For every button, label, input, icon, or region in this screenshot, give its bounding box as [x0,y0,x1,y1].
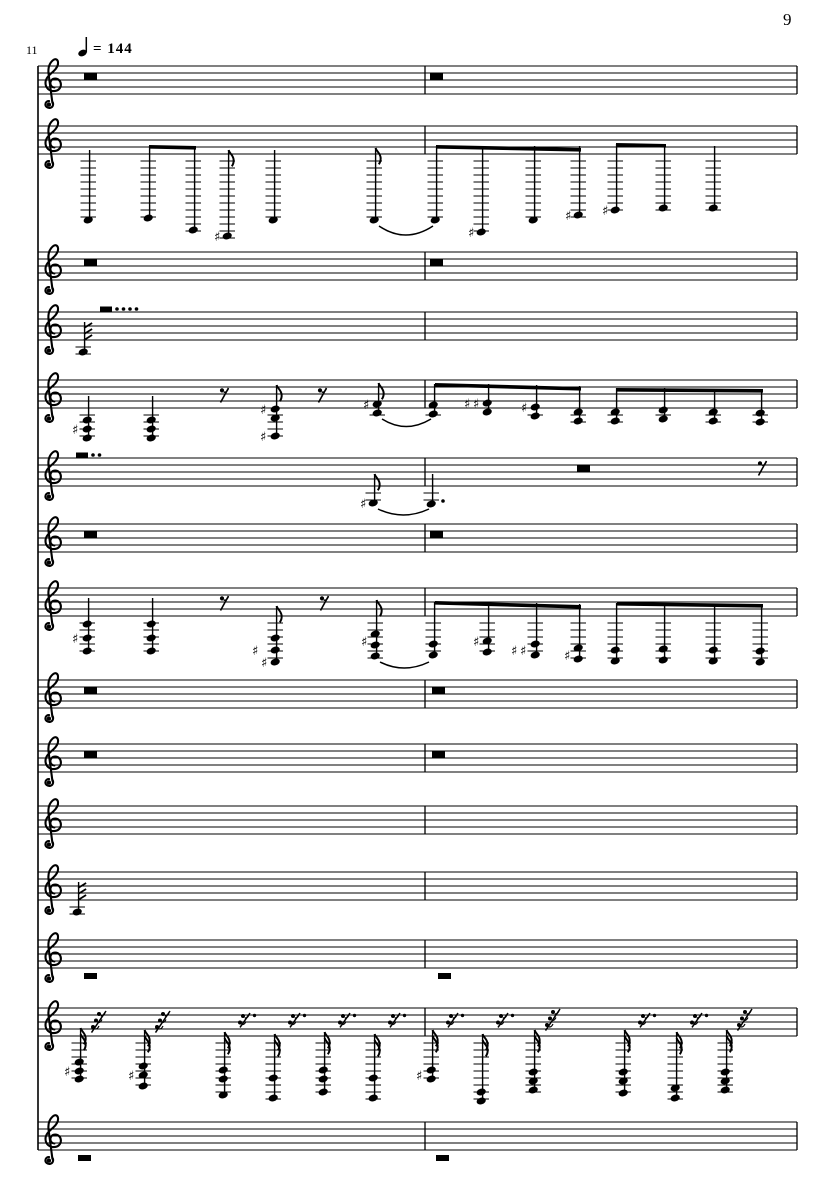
note-group [608,603,624,666]
svg-text:♯: ♯ [363,397,370,413]
svg-text:♯: ♯ [565,208,572,224]
rest-glyph [84,973,97,979]
note-group [706,146,722,213]
note-group [656,388,672,424]
note-group [464,384,493,417]
svg-text:♯: ♯ [252,643,259,659]
staff-15 [38,1115,797,1164]
treble-clef-icon [45,865,60,914]
treble-clef-icon [45,373,60,422]
svg-text:♯: ♯ [416,1068,423,1084]
rest-glyph [432,752,445,758]
treble-clef-icon [45,799,60,848]
note-group [718,1030,734,1095]
rest-glyph [545,1009,560,1031]
treble-clef-icon [45,737,60,786]
note-group [511,603,543,660]
note-group [81,150,97,225]
rest-glyph [84,74,97,80]
note-group [473,602,495,657]
svg-text:♯: ♯ [64,1064,71,1080]
note-group [76,322,93,357]
treble-clef-icon [45,1115,60,1164]
rest-glyph [78,1155,91,1161]
rest-glyph [320,596,329,611]
staff-8 [38,581,797,671]
note-group [214,150,235,245]
rest-glyph [737,1009,752,1031]
treble-clef-icon [45,451,60,500]
rest-glyph [436,1155,449,1161]
note-group [266,150,282,225]
staff-3 [38,245,797,294]
treble-clef-icon [45,59,60,108]
note-group [360,474,429,515]
rest-glyph [84,532,97,538]
tempo-text: = 144 [93,41,133,57]
staff-14 [38,1001,797,1105]
staff-1 [38,59,797,108]
staff-7 [38,517,797,566]
note-group [141,146,157,223]
note-group [144,396,160,443]
note-group [565,146,586,224]
treble-clef-icon [45,933,60,982]
svg-text:♯: ♯ [473,396,480,412]
svg-text:♯: ♯ [564,648,571,664]
note-group [526,1030,542,1095]
note-group [602,144,623,219]
note-group [521,385,543,421]
beam [435,383,581,391]
note-group [144,598,160,656]
note-group [416,1030,439,1084]
svg-text:♯: ♯ [214,229,221,245]
note-group [474,1034,490,1106]
staff-6 [38,451,797,515]
treble-clef-icon [45,1001,60,1050]
note-group [266,1034,282,1103]
note-group [753,604,769,667]
svg-text:♯: ♯ [260,402,267,418]
note-group [128,1030,151,1091]
svg-text:♯: ♯ [361,634,368,650]
staff-11 [38,799,797,848]
note-group [571,386,587,426]
treble-clef-icon [45,673,60,722]
measure-number: 11 [26,43,38,57]
svg-text:♯: ♯ [72,631,79,647]
rest-glyph [577,466,590,472]
rest-glyph [100,307,138,312]
note-group [366,1034,382,1103]
rest-glyph [84,688,97,694]
svg-text:♯: ♯ [72,422,79,438]
treble-clef-icon [45,517,60,566]
note-group [564,604,586,664]
note-group [186,146,202,235]
note-group [216,1032,232,1100]
rest-glyph [430,74,443,80]
treble-clef-icon [45,305,60,354]
rest-glyph [220,388,229,403]
rest-glyph [318,388,327,403]
svg-text:♯: ♯ [260,429,267,445]
staff-2 [38,119,797,245]
rest-glyph [432,688,445,694]
treble-clef-icon [45,245,60,294]
staff-10 [38,737,797,786]
beam [617,388,763,393]
rest-glyph [84,752,97,758]
beam [149,145,196,150]
svg-text:♯: ♯ [511,643,518,659]
svg-text:♯: ♯ [360,496,367,512]
staff-12 [38,865,797,916]
rest-glyph [430,260,443,266]
beam [617,602,763,608]
staff-9 [38,673,797,722]
rest-glyph [438,973,451,979]
rest-glyph [220,596,229,611]
rest-glyph [76,453,101,458]
svg-text:♯: ♯ [521,400,528,416]
note-group [367,148,434,235]
page-number: 9 [783,10,792,29]
note-group [72,598,95,656]
note-group [72,396,95,443]
staff-13 [38,933,797,982]
svg-text:♯: ♯ [128,1068,135,1084]
note-group [428,146,444,225]
svg-text:♯: ♯ [473,634,480,650]
note-group [426,602,442,660]
beam [436,145,581,152]
svg-text:♯: ♯ [261,655,268,671]
svg-text:♯: ♯ [602,203,609,219]
note-group [70,882,87,917]
note-group [468,146,489,241]
note-group [361,600,429,668]
svg-text:♯: ♯ [520,643,527,659]
staff-5 [38,373,797,445]
treble-clef-icon [45,581,60,630]
note-group [316,1032,332,1097]
rest-glyph [758,461,767,476]
note-group [526,146,542,225]
svg-text:♯: ♯ [464,396,471,412]
note-group [363,383,431,427]
rest-glyph [84,260,97,266]
note-group [616,1030,632,1098]
note-group [668,1032,684,1103]
note-group [706,604,722,666]
svg-text:♯: ♯ [468,225,475,241]
treble-clef-icon [45,119,60,168]
rest-glyph [430,532,443,538]
staff-4 [38,305,797,356]
note-group [656,603,672,665]
